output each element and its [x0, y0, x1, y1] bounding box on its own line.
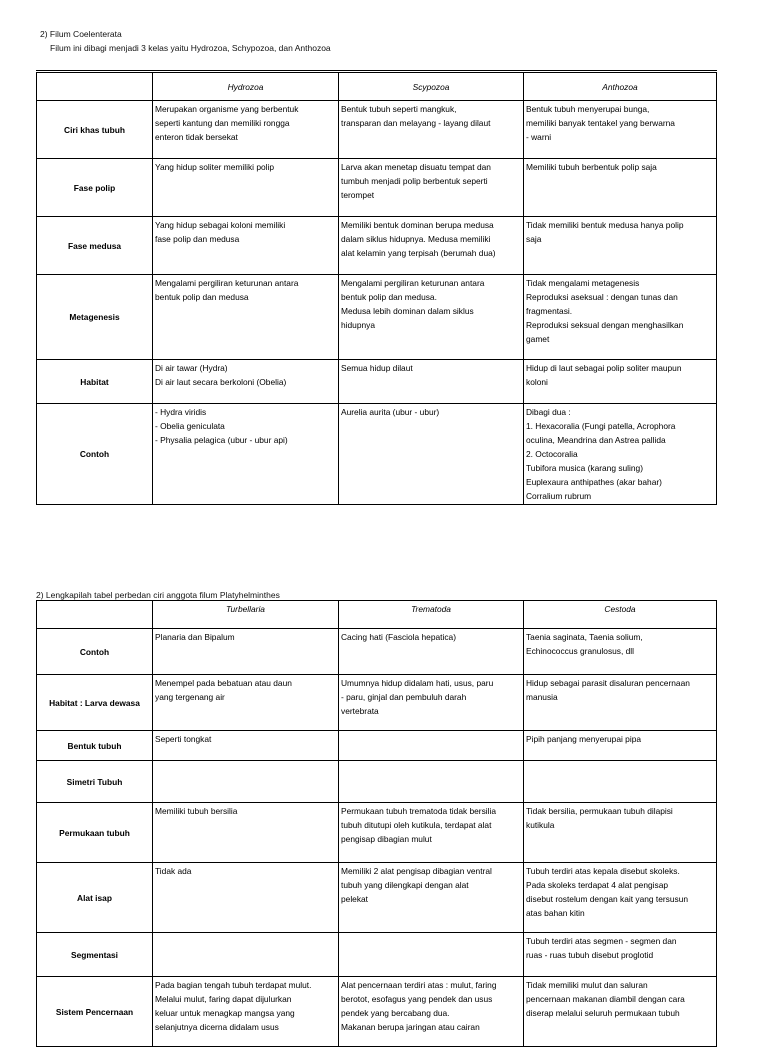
- table-cell: [153, 731, 339, 761]
- table-cell: [524, 159, 717, 217]
- cell-line: yang tergenang air: [155, 692, 225, 702]
- cell-line: Larva akan menetap disuatu tempat dan: [341, 162, 491, 172]
- table-row: [37, 360, 717, 404]
- table-cell: [153, 217, 339, 275]
- cell-line: Mengalami pergiliran keturunan antara: [341, 278, 485, 288]
- table-row: [37, 159, 717, 217]
- table-cell: [153, 101, 339, 159]
- table-row: [37, 761, 717, 803]
- row-label: Fase medusa: [37, 217, 153, 275]
- cell-line: manusia: [526, 692, 558, 702]
- cell-line: Yang hidup sebagai koloni memiliki: [155, 220, 286, 230]
- row-label: Habitat: [37, 360, 153, 404]
- table-cell: [339, 360, 524, 404]
- table-cell: [524, 863, 717, 933]
- cell-line: pendek yang bercabang dua.: [341, 1008, 450, 1018]
- table-row: [37, 933, 717, 977]
- cell-line: Cacing hati (Fasciola hepatica): [341, 632, 456, 642]
- cell-line: - Obelia geniculata: [155, 421, 225, 431]
- table-cell: [339, 101, 524, 159]
- table-cell: [524, 977, 717, 1047]
- cell-line: Umumnya hidup didalam hati, usus, paru: [341, 678, 494, 688]
- header-row: [37, 72, 717, 101]
- cell-line: tubuh yang dilengkapi dengan alat: [341, 880, 469, 890]
- table-row: [37, 863, 717, 933]
- table-cell: [153, 761, 339, 803]
- cell-line: Di air laut secara berkoloni (Obelia): [155, 377, 287, 387]
- row-label: Metagenesis: [37, 275, 153, 360]
- table-cell: [524, 275, 717, 360]
- cell-line: Tidak memiliki bentuk medusa hanya polip: [526, 220, 684, 230]
- table-row: [37, 275, 717, 360]
- cell-line: Pipih panjang menyerupai pipa: [526, 734, 642, 744]
- cell-line: gamet: [526, 334, 550, 344]
- table-body: [37, 101, 717, 505]
- row-label: Alat isap: [37, 863, 153, 933]
- cell-line: fragmentasi.: [526, 306, 573, 316]
- cell-line: Taenia saginata, Taenia solium,: [526, 632, 643, 642]
- cell-line: Menempel pada bebatuan atau daun: [155, 678, 292, 688]
- column-header: Scypozoa: [339, 72, 524, 101]
- cell-line: saja: [526, 234, 542, 244]
- cell-line: Aurelia aurita (ubur - ubur): [341, 407, 440, 417]
- table-row: [37, 675, 717, 731]
- cell-line: vertebrata: [341, 706, 379, 716]
- cell-line: dalam siklus hidupnya. Medusa memiliki: [341, 234, 491, 244]
- cell-line: terompet: [341, 190, 375, 200]
- cell-line: Merupakan organisme yang berbentuk: [155, 104, 299, 114]
- cell-line: Semua hidup dilaut: [341, 363, 413, 373]
- cell-line: seperti kantung dan memiliki rongga: [155, 118, 290, 128]
- table-cell: [524, 803, 717, 863]
- table-cell: [339, 761, 524, 803]
- cell-line: Hidup di laut sebagai polip soliter maupun: [526, 363, 682, 373]
- table-cell: [524, 629, 717, 675]
- corner-cell: [37, 72, 153, 101]
- table-body: [37, 629, 717, 1047]
- table-cell: [153, 629, 339, 675]
- column-header: Turbellaria: [153, 601, 339, 629]
- table-cell: [339, 977, 524, 1047]
- cell-line: Tidak bersilia, permukaan tubuh dilapisi: [526, 806, 673, 816]
- table-cell: [524, 360, 717, 404]
- table-cell: [524, 933, 717, 977]
- cell-line: hidupnya: [341, 320, 375, 330]
- row-label: Habitat : Larva dewasa: [37, 675, 153, 731]
- cell-line: Tubuh terdiri atas segmen - segmen dan: [526, 936, 677, 946]
- cell-line: Pada skoleks terdapat 4 alat pengisap: [526, 880, 669, 890]
- table-cell: [339, 275, 524, 360]
- cell-line: berotot, esofagus yang pendek dan usus: [341, 994, 493, 1004]
- row-label: Permukaan tubuh: [37, 803, 153, 863]
- table-cell: [339, 404, 524, 505]
- cell-line: - Physalia pelagica (ubur - ubur api): [155, 435, 288, 445]
- table-cell: [339, 863, 524, 933]
- table-cell: [524, 101, 717, 159]
- row-label: Contoh: [37, 629, 153, 675]
- table-row: [37, 101, 717, 159]
- cell-line: kutikula: [526, 820, 555, 830]
- column-header: Trematoda: [339, 601, 524, 629]
- cell-line: 2. Octocoralia: [526, 449, 578, 459]
- cell-line: - paru, ginjal dan pembuluh darah: [341, 692, 467, 702]
- cell-line: atas bahan kitin: [526, 908, 585, 918]
- cell-line: diserap melalui seluruh permukaan tubuh: [526, 1008, 680, 1018]
- cell-line: Corralium rubrum: [526, 491, 592, 501]
- table-cell: [339, 629, 524, 675]
- row-label: Simetri Tubuh: [37, 761, 153, 803]
- cell-line: Memiliki 2 alat pengisap dibagian ventral: [341, 866, 492, 876]
- table-row: [37, 803, 717, 863]
- cell-line: Bentuk tubuh seperti mangkuk,: [341, 104, 457, 114]
- cell-line: alat kelamin yang terpisah (berumah dua): [341, 248, 496, 258]
- column-header: Anthozoa: [524, 72, 717, 101]
- cell-line: pengisap dibagian mulut: [341, 834, 432, 844]
- cell-line: Memiliki bentuk dominan berupa medusa: [341, 220, 494, 230]
- cell-line: Tubifora musica (karang suling): [526, 463, 643, 473]
- row-label: Ciri khas tubuh: [37, 101, 153, 159]
- table-cell: [524, 761, 717, 803]
- corner-cell: [37, 601, 153, 629]
- table-cell: [339, 159, 524, 217]
- cell-line: Hidup sebagai parasit disaluran pencernaan: [526, 678, 690, 688]
- cell-line: - warni: [526, 132, 552, 142]
- row-label: Sistem Pencernaan: [37, 977, 153, 1047]
- table-cell: [153, 977, 339, 1047]
- table-cell: [339, 675, 524, 731]
- cell-line: Echinococcus granulosus, dll: [526, 646, 635, 656]
- cell-line: Mengalami pergiliran keturunan antara: [155, 278, 299, 288]
- cell-line: Pada bagian tengah tubuh terdapat mulut.: [155, 980, 312, 990]
- cell-line: ruas - ruas tubuh disebut proglotid: [526, 950, 654, 960]
- cell-line: Memiliki tubuh bersilia: [155, 806, 238, 816]
- cell-line: Planaria dan Bipalum: [155, 632, 235, 642]
- table-row: [37, 977, 717, 1047]
- cell-line: disebut rostelum dengan kait yang tersusun: [526, 894, 689, 904]
- section2-heading: 2) Lengkapilah tabel perbedan ciri anggota filum Platyhelminthes: [36, 590, 280, 600]
- cell-line: enteron tidak bersekat: [155, 132, 238, 142]
- cell-line: tumbuh menjadi polip berbentuk seperti: [341, 176, 488, 186]
- column-header: Cestoda: [524, 601, 717, 629]
- cell-line: pencernaan makanan diambil dengan cara: [526, 994, 685, 1004]
- cell-line: Memiliki tubuh berbentuk polip saja: [526, 162, 657, 172]
- table-cell: [339, 933, 524, 977]
- cell-line: Reproduksi aseksual : dengan tunas dan: [526, 292, 678, 302]
- cell-line: bentuk polip dan medusa: [155, 292, 249, 302]
- table-cell: [339, 731, 524, 761]
- cell-line: Yang hidup soliter memiliki polip: [155, 162, 275, 172]
- cell-line: oculina, Meandrina dan Astrea pallida: [526, 435, 666, 445]
- row-label: Fase polip: [37, 159, 153, 217]
- table-cell: [524, 675, 717, 731]
- table-cell: [339, 217, 524, 275]
- cell-line: 1. Hexacoralia (Fungi patella, Acrophora: [526, 421, 676, 431]
- cell-line: Bentuk tubuh menyerupai bunga,: [526, 104, 650, 114]
- cell-line: fase polip dan medusa: [155, 234, 240, 244]
- cell-line: keluar untuk menagkap mangsa yang: [155, 1008, 295, 1018]
- table-row: [37, 217, 717, 275]
- cell-line: Permukaan tubuh trematoda tidak bersilia: [341, 806, 497, 816]
- row-label: Contoh: [37, 404, 153, 505]
- cell-line: Medusa lebih dominan dalam siklus: [341, 306, 474, 316]
- cell-line: - Hydra viridis: [155, 407, 207, 417]
- header-row: [37, 601, 717, 629]
- cell-line: bentuk polip dan medusa.: [341, 292, 437, 302]
- table-cell: [339, 803, 524, 863]
- table-cell: [524, 217, 717, 275]
- table-cell: [153, 159, 339, 217]
- table-cell: [524, 731, 717, 761]
- table-cell: [153, 933, 339, 977]
- column-header: Hydrozoa: [153, 72, 339, 101]
- section1-subheading: Filum ini dibagi menjadi 3 kelas yaitu Hydrozoa, Schypozoa, dan Anthozoa: [50, 43, 331, 53]
- cell-line: Reproduksi seksual dengan menghasilkan: [526, 320, 684, 330]
- cell-line: selanjutnya dicerna didalam usus: [155, 1022, 279, 1032]
- cell-line: koloni: [526, 377, 548, 387]
- cell-line: Tidak mengalami metagenesis: [526, 278, 640, 288]
- table-cell: [153, 863, 339, 933]
- table-cell: [153, 360, 339, 404]
- cell-line: Euplexaura anthipathes (akar bahar): [526, 477, 662, 487]
- cell-line: Di air tawar (Hydra): [155, 363, 228, 373]
- row-label: Bentuk tubuh: [37, 731, 153, 761]
- table-cell: [524, 404, 717, 505]
- table-row: [37, 731, 717, 761]
- cell-line: Alat pencernaan terdiri atas : mulut, faring: [341, 980, 497, 990]
- table-cell: [153, 404, 339, 505]
- table-cell: [153, 675, 339, 731]
- cell-line: pelekat: [341, 894, 369, 904]
- cell-line: transparan dan melayang - layang dilaut: [341, 118, 491, 128]
- coelenterata-table: [36, 70, 717, 505]
- table-row: [37, 629, 717, 675]
- cell-line: tubuh ditutupi oleh kutikula, terdapat alat: [341, 820, 492, 830]
- cell-line: Tubuh terdiri atas kepala disebut skoleks.: [526, 866, 680, 876]
- row-label: Segmentasi: [37, 933, 153, 977]
- cell-line: Melalui mulut, faring dapat dijulurkan: [155, 994, 292, 1004]
- cell-line: Dibagi dua :: [526, 407, 571, 417]
- section1-heading: 2) Filum Coelenterata: [40, 29, 122, 39]
- cell-line: Makanan berupa jaringan atau cairan: [341, 1022, 480, 1032]
- cell-line: Tidak ada: [155, 866, 192, 876]
- cell-line: memiliki banyak tentakel yang berwarna: [526, 118, 675, 128]
- table-cell: [153, 275, 339, 360]
- cell-line: Seperti tongkat: [155, 734, 212, 744]
- table-cell: [153, 803, 339, 863]
- cell-line: Tidak memiliki mulut dan saluran: [526, 980, 648, 990]
- table-row: [37, 404, 717, 505]
- platyhelminthes-table: [36, 600, 717, 1047]
